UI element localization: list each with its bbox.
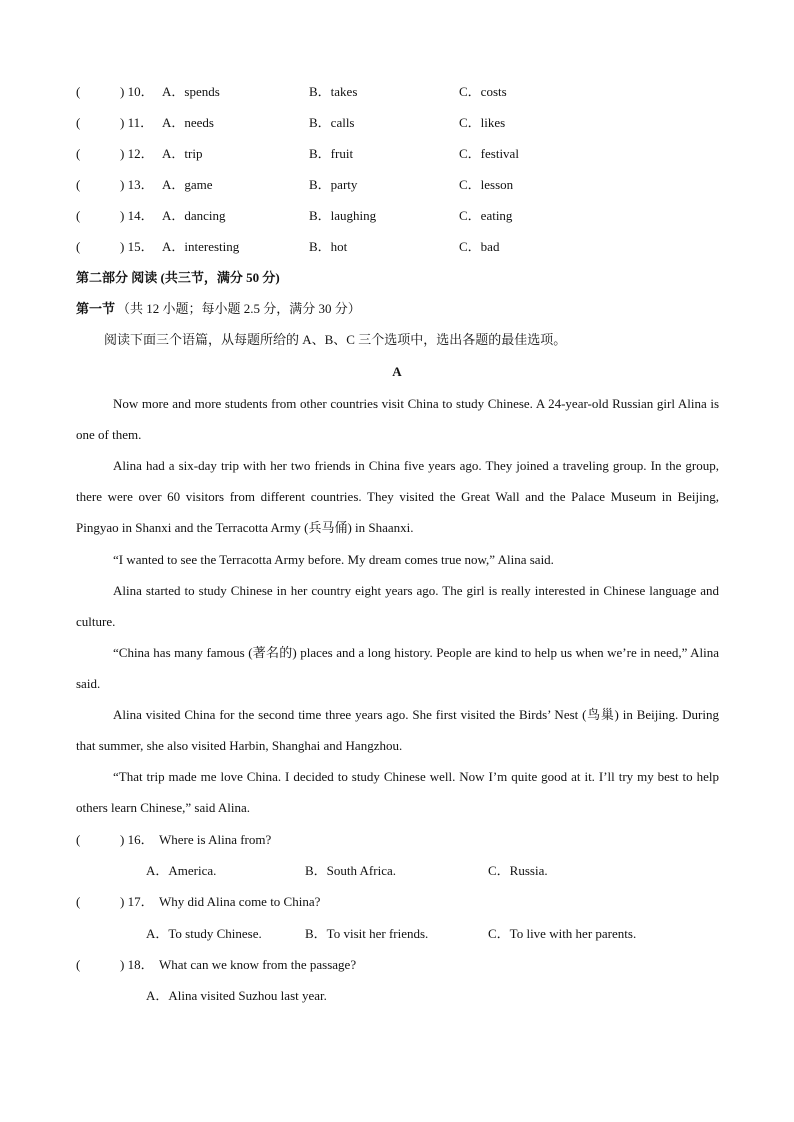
question-text: Where is Alina from? — [159, 832, 272, 847]
mc-question-15 — [0, 237, 794, 257]
option-b: B．South Africa. — [305, 863, 396, 878]
question-17-options — [0, 924, 794, 944]
option-a: A．interesting — [162, 239, 240, 254]
question-number: ) 12． — [120, 146, 154, 161]
paragraph-6: Alina visited China for the second time three years ago. She first visited the Birds’ Nest (鸟巢) in Beijing. During that summer, she also visited Harbin, Shanghai and Hangzhou. — [76, 707, 719, 753]
question-17 — [0, 892, 794, 912]
option-b: B．fruit — [309, 146, 354, 161]
question-number: ) 11． — [120, 115, 154, 130]
question-number: ) 13． — [120, 177, 154, 192]
section1-title: 第一节 — [76, 301, 116, 316]
paragraph-1: Now more and more students from other countries visit China to study Chinese. A 24-year-old Russian girl Alina is one of them. — [76, 396, 719, 442]
section1-heading-row — [0, 299, 794, 319]
part2-title: 第二部分 阅读 (共三节，满分 50 分) — [76, 270, 280, 285]
part2-heading-row — [0, 268, 794, 288]
option-a: A．game — [162, 177, 213, 192]
question-number: ) 18． — [120, 957, 154, 972]
instruction-text: 阅读下面三个语篇，从每题所给的 A、B、C 三个选项中，选出各题的最佳选项。 — [104, 332, 567, 347]
option-c: C．To live with her parents. — [488, 926, 637, 941]
question-number: ) 15． — [120, 239, 154, 254]
answer-paren: ( — [76, 84, 81, 99]
option-a: A．America. — [146, 863, 217, 878]
option-b: B．hot — [309, 239, 348, 254]
question-number: ) 14． — [120, 208, 154, 223]
option-b: B．calls — [309, 115, 355, 130]
option-c: C．Russia. — [488, 863, 548, 878]
option-c: C．lesson — [459, 177, 514, 192]
option-a: A．dancing — [162, 208, 226, 223]
section1-note: （共 12 小题；每小题 2.5 分，满分 30 分） — [117, 301, 361, 316]
question-16 — [0, 830, 794, 850]
option-a: A．trip — [162, 146, 203, 161]
answer-paren: ( — [76, 832, 81, 847]
option-c: C．costs — [459, 84, 507, 99]
option-c: C．festival — [459, 146, 519, 161]
paragraph-5: “China has many famous (著名的) places and a long history. People are kind to help us when we’re in need,” Alina said. — [76, 645, 719, 691]
option-a: A．needs — [162, 115, 214, 130]
option-b: B．takes — [309, 84, 358, 99]
paragraph-7: “That trip made me love China. I decided to study Chinese well. Now I’m quite good at it. I’ll try my best to help others learn Chinese,” said Alina. — [76, 769, 719, 815]
option-c: C．likes — [459, 115, 506, 130]
question-number: ) 10． — [120, 84, 154, 99]
answer-paren: ( — [76, 146, 81, 161]
question-text: What can we know from the passage? — [159, 957, 357, 972]
mc-question-11 — [0, 113, 794, 133]
paragraph-3: “I wanted to see the Terracotta Army before. My dream comes true now,” Alina said. — [113, 552, 554, 567]
option-b: B．party — [309, 177, 358, 192]
paragraph-4: Alina started to study Chinese in her country eight years ago. The girl is really interested in Chinese language and culture. — [76, 583, 719, 629]
question-18 — [0, 955, 794, 975]
answer-paren: ( — [76, 894, 81, 909]
option-c: C．eating — [459, 208, 513, 223]
answer-paren: ( — [76, 208, 81, 223]
question-text: Why did Alina come to China? — [159, 894, 321, 909]
mc-question-14 — [0, 206, 794, 226]
instruction-row — [0, 330, 794, 350]
question-18-options — [0, 986, 794, 1006]
question-16-options — [0, 861, 794, 881]
option-b: B．laughing — [309, 208, 377, 223]
answer-paren: ( — [76, 115, 81, 130]
answer-paren: ( — [76, 239, 81, 254]
mc-question-10 — [0, 82, 794, 102]
option-a: A．spends — [162, 84, 220, 99]
question-number: ) 16． — [120, 832, 154, 847]
mc-question-13 — [0, 175, 794, 195]
question-number: ) 17． — [120, 894, 154, 909]
passage-label: A — [392, 364, 402, 379]
option-a: A．To study Chinese. — [146, 926, 262, 941]
option-c: C．bad — [459, 239, 500, 254]
option-a: A．Alina visited Suzhou last year. — [146, 988, 327, 1003]
answer-paren: ( — [76, 177, 81, 192]
paragraph-2: Alina had a six-day trip with her two friends in China five years ago. They joined a traveling group. In the group, there were over 60 visitors from different countries. They visited the Great Wall and the Palace Museum in Beijing, Pingyao in Shanxi and the Terracotta Army (兵马俑) in Shaanxi. — [76, 458, 719, 535]
option-b: B．To visit her friends. — [305, 926, 429, 941]
answer-paren: ( — [76, 957, 81, 972]
mc-question-12 — [0, 144, 794, 164]
